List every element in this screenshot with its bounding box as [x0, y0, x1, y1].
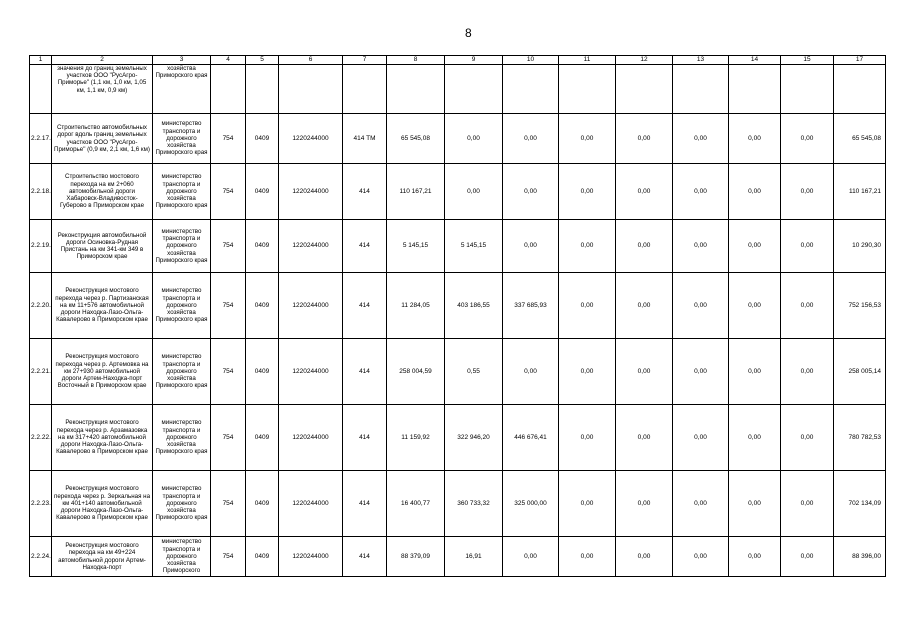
- row-col-9: 360 733,32: [445, 471, 503, 537]
- row-col-13: 0,00: [673, 114, 729, 164]
- row-col-17: 65 545,08: [834, 114, 886, 164]
- row-col-8: 11 159,92: [387, 405, 445, 471]
- row-col-7: 414: [343, 471, 387, 537]
- row-col-9: 0,00: [445, 114, 503, 164]
- row-col-7: 414: [343, 164, 387, 220]
- row-col-5: 0409: [246, 273, 279, 339]
- row-col-11: 0,00: [559, 273, 616, 339]
- table-row: [30, 273, 886, 339]
- row-col-11: 0,00: [559, 405, 616, 471]
- table-body: [30, 56, 886, 577]
- row-col-15: 0,00: [781, 220, 834, 273]
- table-row: [30, 114, 886, 164]
- column-header: 6: [279, 56, 343, 65]
- column-header: 9: [445, 56, 503, 65]
- row-col-9: 403 186,55: [445, 273, 503, 339]
- row-col-15: 0,00: [781, 339, 834, 405]
- row-col-12: 0,00: [616, 273, 673, 339]
- row-col-5: 0409: [246, 164, 279, 220]
- page-number: 8: [465, 26, 472, 40]
- row-col-9: 5 145,15: [445, 220, 503, 273]
- budget-table: [29, 55, 886, 577]
- row-col-14: 0,00: [729, 164, 781, 220]
- row-col-4: 754: [211, 405, 246, 471]
- row-col-7: 414: [343, 339, 387, 405]
- row-col-14: 0,00: [729, 537, 781, 577]
- row-col-5: 0409: [246, 537, 279, 577]
- row-col-12: [616, 65, 673, 114]
- row-description: Строительство мостового перехода на км 2+060 автомобильной дороги Хабаровск-Владивосток-Губерово в Приморском крае: [52, 164, 153, 220]
- row-col-17: 88 396,00: [834, 537, 886, 577]
- row-col-6: 1220244000: [279, 405, 343, 471]
- row-col-10: 337 685,93: [503, 273, 559, 339]
- row-col-9: 322 946,20: [445, 405, 503, 471]
- row-description: Реконструкция мостового перехода через р. Партизанская на км 11+576 автомобильной дороги Находка-Лазо-Ольга-Кавалерово в Приморском крае: [52, 273, 153, 339]
- row-col-13: 0,00: [673, 273, 729, 339]
- column-header: 1: [30, 56, 52, 65]
- row-col-13: 0,00: [673, 164, 729, 220]
- row-col-10: 0,00: [503, 220, 559, 273]
- row-col-10: 0,00: [503, 114, 559, 164]
- row-description: Реконструкция мостового перехода на км 49+224 автомобильной дороги Артем-Находка-порт: [52, 537, 153, 577]
- row-number: 2.2.24.: [30, 537, 52, 577]
- column-header: 4: [211, 56, 246, 65]
- row-number: [30, 65, 52, 114]
- row-col-8: [387, 65, 445, 114]
- row-number: 2.2.18.: [30, 164, 52, 220]
- row-organization: министерство транспорта и дорожного хозяйства Приморского края: [153, 114, 211, 164]
- row-col-7: 414 ТМ: [343, 114, 387, 164]
- row-col-6: 1220244000: [279, 220, 343, 273]
- row-col-10: 0,00: [503, 339, 559, 405]
- row-col-15: 0,00: [781, 164, 834, 220]
- row-col-4: 754: [211, 537, 246, 577]
- row-col-7: 414: [343, 405, 387, 471]
- row-col-11: 0,00: [559, 471, 616, 537]
- table-row: [30, 537, 886, 577]
- row-col-6: 1220244000: [279, 273, 343, 339]
- row-col-7: [343, 65, 387, 114]
- column-header: 17: [834, 56, 886, 65]
- row-col-14: 0,00: [729, 471, 781, 537]
- row-col-4: 754: [211, 273, 246, 339]
- row-col-11: 0,00: [559, 537, 616, 577]
- row-col-15: 0,00: [781, 405, 834, 471]
- row-col-4: 754: [211, 339, 246, 405]
- row-col-12: 0,00: [616, 405, 673, 471]
- column-header: 14: [729, 56, 781, 65]
- row-description: значения до границ земельных участков ООО "РусАгро-Приморье" (1,1 км, 1,0 км, 1,05 км, 1,1 км, 0,9 км): [52, 65, 153, 114]
- row-col-17: 10 290,30: [834, 220, 886, 273]
- row-col-8: 88 379,09: [387, 537, 445, 577]
- column-header: 8: [387, 56, 445, 65]
- row-col-12: 0,00: [616, 471, 673, 537]
- column-header: 3: [153, 56, 211, 65]
- table-row: [30, 65, 886, 114]
- row-col-6: 1220244000: [279, 164, 343, 220]
- row-col-7: 414: [343, 537, 387, 577]
- column-header: 11: [559, 56, 616, 65]
- column-header: 5: [246, 56, 279, 65]
- row-number: 2.2.22.: [30, 405, 52, 471]
- row-organization: министерство транспорта и дорожного хозяйства Приморского края: [153, 220, 211, 273]
- row-col-4: 754: [211, 164, 246, 220]
- row-organization: министерство транспорта и дорожного хозяйства Приморского края: [153, 405, 211, 471]
- row-col-11: 0,00: [559, 220, 616, 273]
- row-col-13: 0,00: [673, 339, 729, 405]
- row-col-15: [781, 65, 834, 114]
- row-col-5: 0409: [246, 220, 279, 273]
- column-header: 13: [673, 56, 729, 65]
- row-col-17: 780 782,53: [834, 405, 886, 471]
- row-col-11: 0,00: [559, 114, 616, 164]
- row-col-4: 754: [211, 114, 246, 164]
- row-col-15: 0,00: [781, 471, 834, 537]
- row-col-17: 702 134,09: [834, 471, 886, 537]
- row-col-14: 0,00: [729, 405, 781, 471]
- row-col-12: 0,00: [616, 114, 673, 164]
- table-row: [30, 471, 886, 537]
- row-col-10: 325 000,00: [503, 471, 559, 537]
- row-col-13: 0,00: [673, 471, 729, 537]
- row-col-9: 0,00: [445, 164, 503, 220]
- row-col-4: 754: [211, 471, 246, 537]
- row-col-6: 1220244000: [279, 537, 343, 577]
- row-col-14: 0,00: [729, 220, 781, 273]
- row-col-4: 754: [211, 220, 246, 273]
- row-col-17: 752 156,53: [834, 273, 886, 339]
- row-col-14: 0,00: [729, 273, 781, 339]
- row-col-7: 414: [343, 220, 387, 273]
- row-number: 2.2.17.: [30, 114, 52, 164]
- row-col-17: 110 167,21: [834, 164, 886, 220]
- row-col-14: 0,00: [729, 339, 781, 405]
- row-col-12: 0,00: [616, 537, 673, 577]
- row-col-15: 0,00: [781, 114, 834, 164]
- row-col-12: 0,00: [616, 339, 673, 405]
- row-col-9: 16,91: [445, 537, 503, 577]
- row-col-10: [503, 65, 559, 114]
- row-col-13: 0,00: [673, 405, 729, 471]
- row-description: Реконструкция автомобильной дороги Осиновка-Рудная Пристань на км 341-км 349 в Приморском крае: [52, 220, 153, 273]
- row-col-8: 258 004,59: [387, 339, 445, 405]
- row-col-8: 110 167,21: [387, 164, 445, 220]
- row-col-14: 0,00: [729, 114, 781, 164]
- table-row: [30, 220, 886, 273]
- row-description: Реконструкция мостового перехода через р. Артемовка на км 27+930 автомобильной дороги Артем-Находка-порт Восточный в Приморском крае: [52, 339, 153, 405]
- row-col-6: [279, 65, 343, 114]
- row-description: Реконструкция мостового перехода через р. Арзамазовка на км 317+420 автомобильной дороги Находка-Лазо-Ольга-Кавалерово в Приморском крае: [52, 405, 153, 471]
- row-col-5: 0409: [246, 405, 279, 471]
- row-col-17: [834, 65, 886, 114]
- row-col-9: [445, 65, 503, 114]
- row-col-13: 0,00: [673, 220, 729, 273]
- column-header: 2: [52, 56, 153, 65]
- row-col-10: 446 676,41: [503, 405, 559, 471]
- row-col-5: [246, 65, 279, 114]
- row-col-11: 0,00: [559, 339, 616, 405]
- row-col-5: 0409: [246, 339, 279, 405]
- row-organization: министерство транспорта и дорожного хозяйства Приморского: [153, 537, 211, 577]
- row-col-10: 0,00: [503, 537, 559, 577]
- row-organization: министерство транспорта и дорожного хозяйства Приморского края: [153, 273, 211, 339]
- column-header: 12: [616, 56, 673, 65]
- table-row: [30, 339, 886, 405]
- row-col-8: 11 284,05: [387, 273, 445, 339]
- row-description: Строительство автомобильных дорог вдоль границ земельных участков ООО "РусАгро-Приморье" (0,9 км, 2,1 км, 1,6 км): [52, 114, 153, 164]
- column-number-row: [30, 56, 886, 65]
- column-header: 15: [781, 56, 834, 65]
- row-col-6: 1220244000: [279, 339, 343, 405]
- row-col-15: 0,00: [781, 537, 834, 577]
- row-col-4: [211, 65, 246, 114]
- row-number: 2.2.20.: [30, 273, 52, 339]
- column-header: 7: [343, 56, 387, 65]
- row-col-7: 414: [343, 273, 387, 339]
- row-col-5: 0409: [246, 114, 279, 164]
- row-col-6: 1220244000: [279, 471, 343, 537]
- row-col-5: 0409: [246, 471, 279, 537]
- row-col-8: 16 400,77: [387, 471, 445, 537]
- row-organization: министерство транспорта и дорожного хозяйства Приморского края: [153, 164, 211, 220]
- row-number: 2.2.19.: [30, 220, 52, 273]
- row-col-11: [559, 65, 616, 114]
- row-col-9: 0,55: [445, 339, 503, 405]
- row-organization: министерство транспорта и дорожного хозяйства Приморского края: [153, 471, 211, 537]
- row-col-8: 5 145,15: [387, 220, 445, 273]
- table-row: [30, 164, 886, 220]
- row-col-12: 0,00: [616, 164, 673, 220]
- row-col-11: 0,00: [559, 164, 616, 220]
- row-col-15: 0,00: [781, 273, 834, 339]
- row-col-17: 258 005,14: [834, 339, 886, 405]
- row-organization: хозяйства Приморского края: [153, 65, 211, 114]
- row-col-6: 1220244000: [279, 114, 343, 164]
- row-number: 2.2.23.: [30, 471, 52, 537]
- row-col-8: 65 545,08: [387, 114, 445, 164]
- row-number: 2.2.21.: [30, 339, 52, 405]
- column-header: 10: [503, 56, 559, 65]
- table-row: [30, 405, 886, 471]
- row-col-13: 0,00: [673, 537, 729, 577]
- row-organization: министерство транспорта и дорожного хозяйства Приморского края: [153, 339, 211, 405]
- row-description: Реконструкция мостового перехода через р. Зеркальная на км 401+140 автомобильной дороги Находка-Лазо-Ольга-Кавалерово в Приморском крае: [52, 471, 153, 537]
- row-col-10: 0,00: [503, 164, 559, 220]
- row-col-13: [673, 65, 729, 114]
- row-col-12: 0,00: [616, 220, 673, 273]
- row-col-14: [729, 65, 781, 114]
